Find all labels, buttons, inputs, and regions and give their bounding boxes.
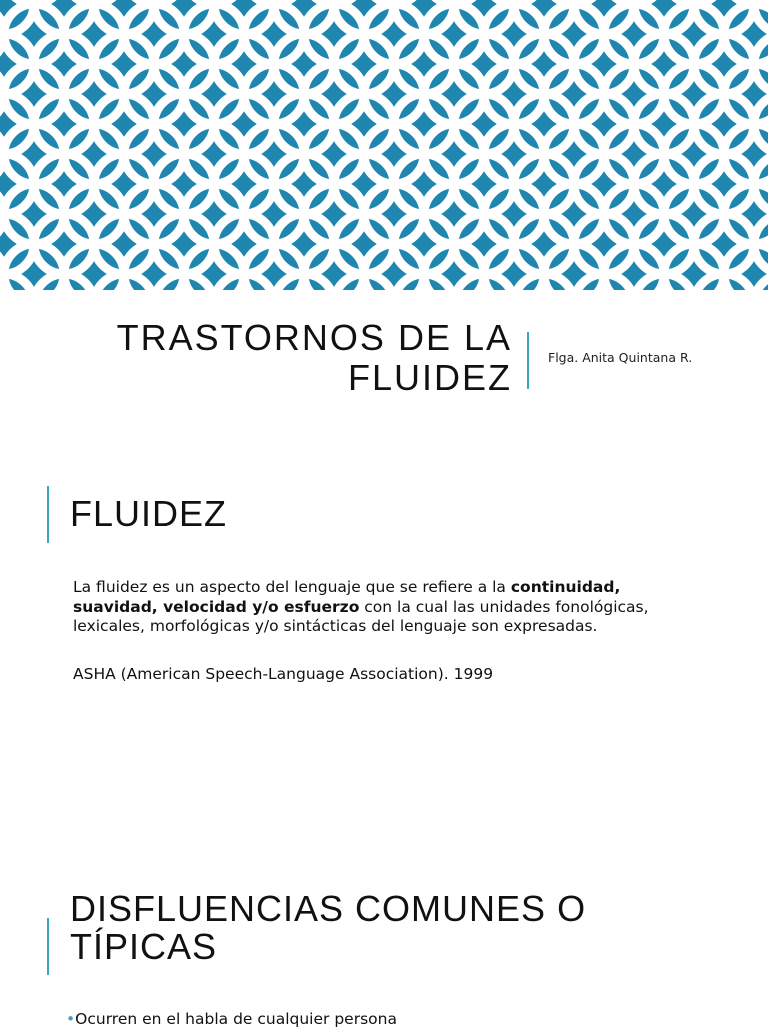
bullet-item — [66, 1010, 397, 1028]
title-line-2: FLUIDEZ — [347, 357, 512, 398]
definition-text-end: con la cual las unidades fonológicas, lexicales, morfológicas y/o sintácticas del lenguaje son expresadas. — [73, 597, 649, 635]
author-name: Flga. Anita Quintana R. — [548, 350, 693, 365]
heading-accent-bar — [47, 918, 49, 975]
heading-line-2: TÍPICAS — [70, 926, 218, 967]
definition-text-start: La fluidez es un aspecto del lenguaje que se refiere a la — [73, 578, 511, 596]
bullet-text: Ocurren en el habla de cualquier persona — [75, 1010, 397, 1028]
section-heading: FLUIDEZ — [70, 493, 228, 534]
title-line-1: TRASTORNOS DE LA — [116, 317, 512, 358]
section-heading — [70, 890, 586, 966]
citation: ASHA (American Speech-Language Association). 1999 — [73, 665, 494, 683]
definition-emphasis: continuidad, suavidad, velocidad y/o esfuerzo — [73, 578, 621, 616]
heading-line-1: DISFLUENCIAS COMUNES O — [70, 888, 587, 929]
bullet-marker: • — [66, 1010, 76, 1028]
